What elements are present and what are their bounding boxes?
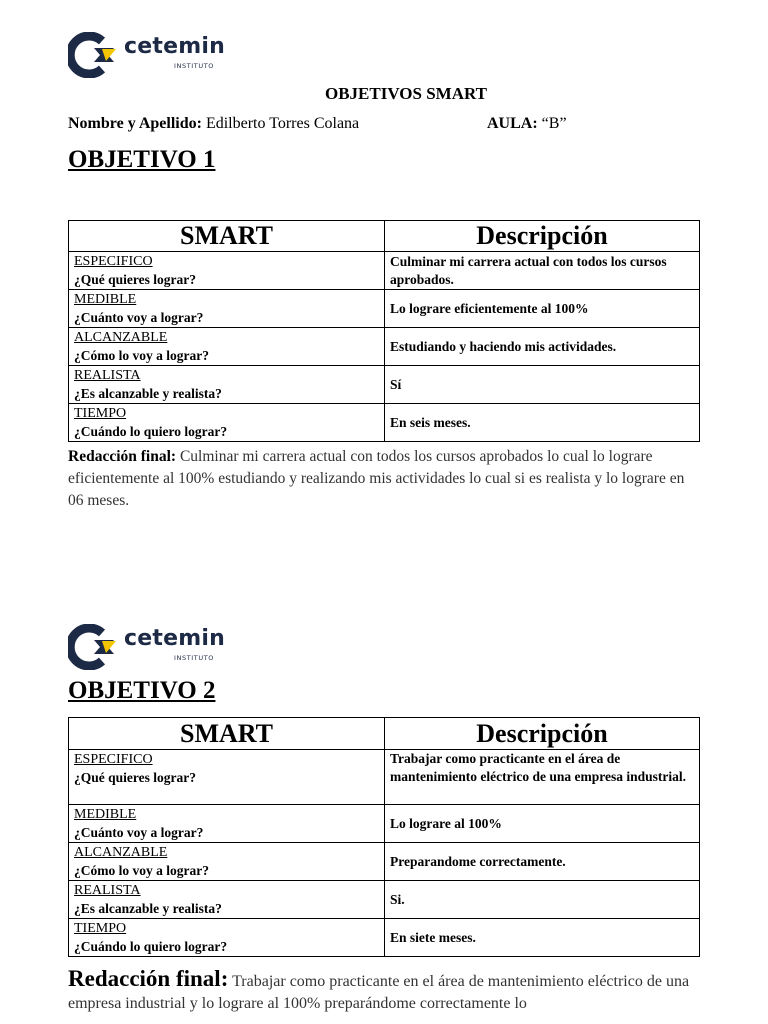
criterion-name: TIEMPO — [74, 406, 127, 421]
cetemin-logo — [68, 624, 225, 672]
table-row — [69, 404, 700, 442]
objective-2-final-statement — [68, 968, 708, 1015]
cetemin-logo-icon — [68, 624, 120, 670]
final-text: Culminar mi carrera actual con todos los cursos aprobados lo cual lo lograre eficientemente al 100% estudiando y realizando mis actividades lo cual si es realista y lo lograre en 06 meses. — [68, 448, 685, 509]
criterion-description: Trabajar como practicante en el área de mantenimiento eléctrico de una empresa industrial. — [385, 750, 700, 805]
logo-brand: cetemin — [124, 626, 225, 651]
logo-brand: cetemin — [124, 34, 225, 59]
final-text: Trabajar como practicante en el área de mantenimiento eléctrico de una empresa industrial y lo lograre al 100% preparándome correctamente lo — [68, 973, 690, 1012]
objective-1-final-statement — [68, 446, 700, 512]
criterion-question: ¿Cómo lo voy a lograr? — [74, 348, 209, 363]
col-smart-header: SMART — [69, 718, 385, 750]
col-desc-header: Descripción — [385, 221, 700, 252]
col-desc-header: Descripción — [385, 718, 700, 750]
table-row — [69, 750, 700, 805]
objective-2-heading: OBJETIVO 2 — [68, 677, 216, 704]
name-label: Nombre y Apellido: — [68, 115, 202, 132]
criterion-name: TIEMPO — [74, 921, 127, 936]
table-row — [69, 290, 700, 328]
table-row — [69, 843, 700, 881]
table-row — [69, 919, 700, 957]
criterion-name: MEDIBLE — [74, 292, 137, 307]
criterion-name: ALCANZABLE — [74, 845, 168, 860]
name-value: Edilberto Torres Colana — [205, 115, 360, 132]
aula-value: “B” — [541, 115, 567, 132]
cetemin-logo-icon — [68, 32, 120, 78]
criterion-question: ¿Cuándo lo quiero lograr? — [74, 424, 228, 439]
criterion-description: Preparandome correctamente. — [385, 843, 700, 881]
criterion-name: ESPECIFICO — [74, 752, 153, 767]
table-header-row — [69, 718, 700, 750]
criterion-name: REALISTA — [74, 883, 141, 898]
criterion-question: ¿Es alcanzable y realista? — [74, 386, 222, 401]
criterion-description: En siete meses. — [385, 919, 700, 957]
criterion-question: ¿Qué quieres lograr? — [74, 272, 196, 287]
logo-sub: INSTITUTO — [174, 654, 215, 662]
criterion-name: REALISTA — [74, 368, 141, 383]
aula-label: AULA: — [487, 115, 538, 132]
aula-row — [487, 115, 567, 133]
criterion-description: Culminar mi carrera actual con todos los cursos aprobados. — [385, 252, 700, 290]
criterion-description: Si. — [385, 881, 700, 919]
table-row — [69, 366, 700, 404]
table-row — [69, 805, 700, 843]
criterion-question: ¿Cuándo lo quiero lograr? — [74, 939, 228, 954]
criterion-description: Sí — [385, 366, 700, 404]
criterion-name: ALCANZABLE — [74, 330, 168, 345]
logo-sub: INSTITUTO — [174, 62, 215, 70]
criterion-question: ¿Es alcanzable y realista? — [74, 901, 222, 916]
criterion-description: Lo lograre al 100% — [385, 805, 700, 843]
criterion-name: ESPECIFICO — [74, 254, 153, 269]
objective-1-heading: OBJETIVO 1 — [68, 146, 216, 173]
criterion-question: ¿Cuánto voy a lograr? — [74, 825, 204, 840]
table-row — [69, 252, 700, 290]
criterion-description: Lo lograre eficientemente al 100% — [385, 290, 700, 328]
final-label: Redacción final: — [68, 448, 177, 465]
criterion-name: MEDIBLE — [74, 807, 137, 822]
criterion-question: ¿Cómo lo voy a lograr? — [74, 863, 209, 878]
table-row — [69, 881, 700, 919]
table-header-row — [69, 221, 700, 252]
col-smart-header: SMART — [69, 221, 385, 252]
criterion-question: ¿Qué quieres lograr? — [74, 770, 196, 785]
final-label: Redacción final: — [68, 966, 229, 991]
objective-1-table — [68, 220, 700, 442]
cetemin-logo — [68, 32, 225, 80]
table-row — [69, 328, 700, 366]
criterion-description: En seis meses. — [385, 404, 700, 442]
document-title: OBJETIVOS SMART — [324, 84, 487, 103]
criterion-question: ¿Cuánto voy a lograr? — [74, 310, 204, 325]
criterion-description: Estudiando y haciendo mis actividades. — [385, 328, 700, 366]
student-name-row — [68, 115, 359, 133]
objective-2-table — [68, 717, 700, 957]
